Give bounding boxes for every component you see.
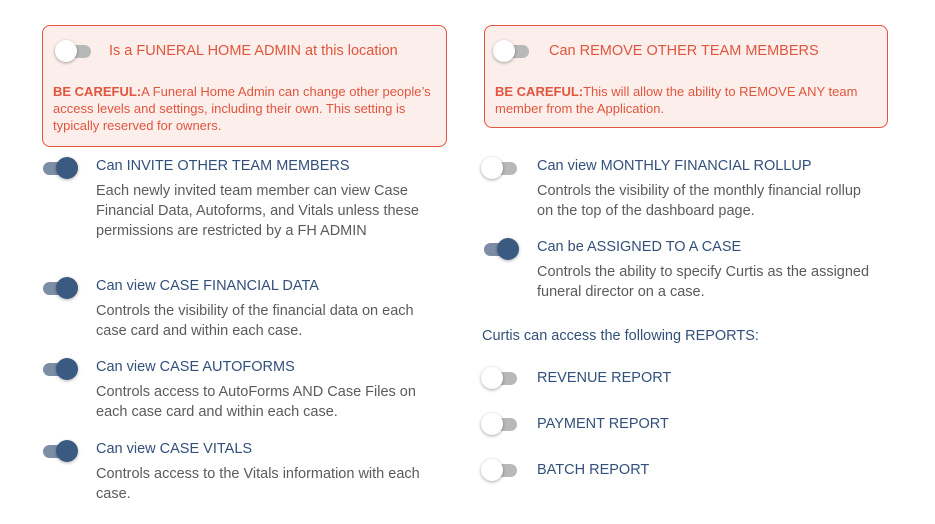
toggle-knob xyxy=(56,358,78,380)
invite-members-description: Each newly invited team member can view Case Financial Data, Autoforms, and Vitals unless these permissions are restricted by a FH ADMIN xyxy=(96,183,419,239)
batch-report-label: BATCH REPORT xyxy=(537,462,650,478)
toggle-knob xyxy=(56,277,78,299)
setting-invite-members xyxy=(40,157,436,241)
case-autoforms-description: Controls access to AutoForms AND Case Files on each case card and within each case. xyxy=(96,384,416,420)
remove-warning-body: This will allow the ability to REMOVE ANY team member from the Application. xyxy=(495,84,858,116)
remove-members-warning-text xyxy=(495,83,887,117)
admin-warning-body: A Funeral Home Admin can change other people’s access levels and settings, including their own. This setting is typically reserved for owners. xyxy=(53,84,431,133)
setting-assigned-to-case xyxy=(481,238,877,302)
remove-warning-lead: BE CAREFUL: xyxy=(495,84,584,99)
admin-warning-text xyxy=(53,83,445,134)
invite-members-toggle[interactable] xyxy=(40,157,78,179)
assigned-to-case-description: Controls the ability to specify Curtis as the assigned funeral director on a case. xyxy=(537,264,870,300)
case-autoforms-toggle[interactable] xyxy=(40,358,78,380)
monthly-rollup-toggle[interactable] xyxy=(481,157,519,179)
report-row-batch xyxy=(481,459,649,481)
case-autoforms-label: Can view CASE AUTOFORMS xyxy=(96,359,295,375)
toggle-knob xyxy=(56,157,78,179)
case-vitals-toggle[interactable] xyxy=(40,440,78,462)
invite-members-label: Can INVITE OTHER TEAM MEMBERS xyxy=(96,158,350,174)
remove-members-warning-box xyxy=(484,25,888,128)
remove-members-label: Can REMOVE OTHER TEAM MEMBERS xyxy=(549,43,819,59)
case-financial-data-toggle[interactable] xyxy=(40,277,78,299)
assigned-to-case-label: Can be ASSIGNED TO A CASE xyxy=(537,239,742,255)
case-financial-data-description: Controls the visibility of the financial data on each case card and within each case. xyxy=(96,303,414,339)
setting-monthly-financial-rollup xyxy=(481,157,877,221)
batch-report-toggle[interactable] xyxy=(481,459,519,481)
report-row-revenue xyxy=(481,367,671,389)
admin-toggle[interactable] xyxy=(55,40,93,62)
toggle-knob xyxy=(497,238,519,260)
assigned-to-case-toggle[interactable] xyxy=(481,238,519,260)
admin-warning-lead: BE CAREFUL: xyxy=(53,84,142,99)
report-row-payment xyxy=(481,413,669,435)
revenue-report-toggle[interactable] xyxy=(481,367,519,389)
payment-report-label: PAYMENT REPORT xyxy=(537,416,669,432)
case-financial-data-label: Can view CASE FINANCIAL DATA xyxy=(96,278,319,294)
toggle-knob xyxy=(481,459,503,481)
admin-warning-box xyxy=(42,25,447,147)
toggle-knob xyxy=(481,367,503,389)
monthly-rollup-description: Controls the visibility of the monthly financial rollup on the top of the dashboard page. xyxy=(537,183,861,219)
monthly-rollup-label: Can view MONTHLY FINANCIAL ROLLUP xyxy=(537,158,812,174)
setting-case-autoforms xyxy=(40,358,436,422)
toggle-knob xyxy=(481,413,503,435)
toggle-knob xyxy=(493,40,515,62)
setting-case-vitals xyxy=(40,440,436,504)
remove-members-toggle[interactable] xyxy=(493,40,531,62)
case-vitals-label: Can view CASE VITALS xyxy=(96,441,253,457)
setting-case-financial-data xyxy=(40,277,436,341)
admin-toggle-label: Is a FUNERAL HOME ADMIN at this location xyxy=(109,43,398,59)
toggle-knob xyxy=(481,157,503,179)
toggle-knob xyxy=(55,40,77,62)
toggle-knob xyxy=(56,440,78,462)
reports-heading: Curtis can access the following REPORTS: xyxy=(482,328,759,344)
case-vitals-description: Controls access to the Vitals information with each case. xyxy=(96,466,420,502)
revenue-report-label: REVENUE REPORT xyxy=(537,370,672,386)
payment-report-toggle[interactable] xyxy=(481,413,519,435)
